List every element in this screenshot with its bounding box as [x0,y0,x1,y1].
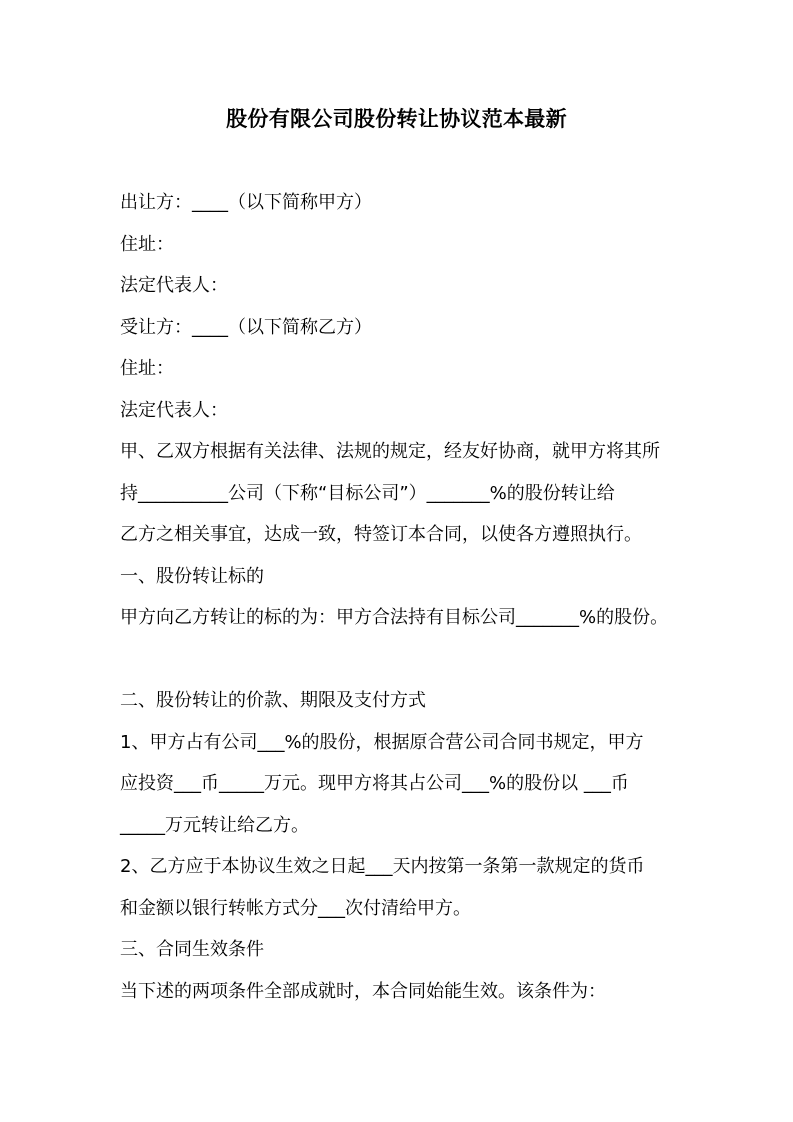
section-2-heading: 二、股份转让的价款、期限及支付方式 [120,690,426,711]
transferor-address-line: 住址： [120,233,174,255]
transferor-representative-line: 法定代表人： [120,275,228,296]
preamble-line-2: 持__________公司（下称“目标公司”）_______%的股份转让给 [120,482,615,504]
clause-2-line-1: 2、乙方应于本协议生效之日起___天内按第一条第一款规定的货币 [120,856,645,877]
document-body [120,182,686,1012]
section-1-text: 甲方向乙方转让的标的为：甲方合法持有目标公司_______%的股份。 [120,607,669,628]
blank-line [120,639,686,681]
transferee-address-line: 住址： [120,358,174,379]
preamble-line-3: 乙方之相关事宜，达成一致，特签订本合同，以使各方遵照执行。 [120,524,642,545]
transferee-line: 受让方：____（以下简称乙方） [120,316,372,338]
clause-1-line-3: _____万元转让给乙方。 [120,814,309,836]
document-title: 股份有限公司股份转让协议范本最新 [226,107,567,131]
clause-2-line-2: 和金额以银行转帐方式分___次付清给甲方。 [120,897,471,919]
section-3-heading: 三、合同生效条件 [120,939,264,960]
section-3-text: 当下述的两项条件全部成就时，本合同始能生效。该条件为： [120,980,606,1002]
transferee-representative-line: 法定代表人： [120,399,228,421]
transferor-line: 出让方：____（以下简称甲方） [120,192,372,213]
clause-1-line-1: 1、甲方占有公司___%的股份，根据原合营公司合同书规定，甲方 [120,731,644,753]
clause-1-line-2: 应投资___币_____万元。现甲方将其占公司___%的股份以 ___币 [120,773,629,794]
section-1-heading: 一、股份转让标的 [120,565,264,587]
preamble-line-1: 甲、乙双方根据有关法律、法规的规定，经友好协商，就甲方将其所 [120,441,660,462]
